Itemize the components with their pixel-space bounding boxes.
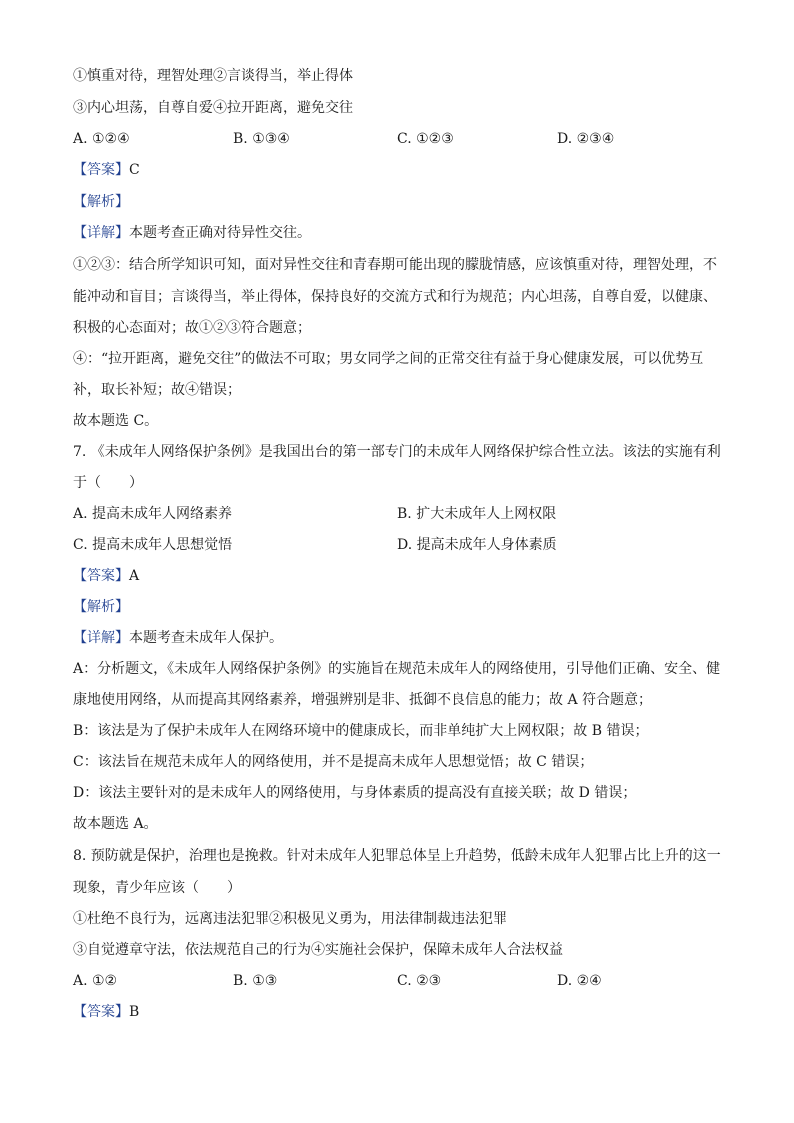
q7-conclusion: 故本题选 A。 (73, 816, 158, 832)
q8-option-c: C. ②③ (397, 973, 442, 989)
answer-value: A (129, 568, 140, 584)
detail-text: 本题考查未成年人保护。 (129, 630, 283, 646)
q7-answer (73, 566, 139, 586)
q7-explain-c: C：该法旨在规范未成年人的网络使用，并不是提高未成年人思想觉悟；故 C 错误； (73, 754, 594, 770)
answer-tag: 【答案】 (73, 568, 129, 584)
q6-para1-line-3: 积极的心态面对；故①②③符合题意； (73, 320, 311, 336)
q6-para2-line-1: ④：“拉开距离，避免交往”的做法不可取；男女同学之间的正常交往有益于身心健康发展，可以优势互 (73, 351, 704, 367)
q6-option-c: C. ①②③ (397, 131, 454, 147)
answer-tag: 【答案】 (73, 1004, 129, 1020)
q7-explain-a-line-2: 康地使用网络，从而提高其网络素养，增强辨别是非、抵御不良信息的能力；故 A 符合题意； (73, 692, 653, 708)
detail-tag: 【详解】 (73, 225, 129, 241)
answer-tag: 【答案】 (73, 162, 129, 178)
q6-para2-line-2: 补，取长补短；故④错误； (73, 382, 241, 398)
q7-explain-b: B：该法是为了保护未成年人在网络环境中的健康成长，而非单纯扩大上网权限；故 B 错误； (73, 723, 649, 739)
detail-tag: 【详解】 (73, 630, 129, 646)
q8-option-b: B. ①③ (233, 973, 278, 989)
q8-stem-line-1: 8. 预防就是保护，治理也是挽救。针对未成年人犯罪总体呈上升趋势，低龄未成年人犯罪占比上升的这一 (73, 848, 721, 864)
q8-statement-line-1: ①杜绝不良行为，远离违法犯罪②积极见义勇为，用法律制裁违法犯罪 (73, 911, 507, 927)
q6-answer (73, 160, 140, 180)
q6-option-d: D. ②③④ (557, 131, 615, 147)
q7-detail (73, 628, 283, 648)
q6-para1-line-1: ①②③：结合所学知识可知，面对异性交往和青春期可能出现的朦胧情感，应该慎重对待，理智处理，不 (73, 257, 717, 273)
answer-value: B (129, 1004, 140, 1020)
q7-explain-d: D：该法主要针对的是未成年人的网络使用，与身体素质的提高没有直接关联；故 D 错误； (73, 785, 637, 801)
answer-value: C (129, 162, 140, 178)
q7-explain-a-line-1: A：分析题文，《未成年人网络保护条例》的实施旨在规范未成年人的网络使用，引导他们正确、安全、健 (73, 661, 721, 677)
detail-text: 本题考查正确对待异性交往。 (129, 225, 311, 241)
q8-stem-line-2: 现象，青少年应该（ ） (73, 880, 241, 896)
q7-analysis-tag: 【解析】 (73, 599, 129, 615)
q6-statement-line-2: ③内心坦荡，自尊自爱④拉开距离，避免交往 (73, 100, 353, 116)
q8-option-d: D. ②④ (557, 973, 602, 989)
q6-analysis-tag: 【解析】 (73, 194, 129, 210)
q8-statement-line-2: ③自觉遵章守法，依法规范自己的行为④实施社会保护，保障未成年人合法权益 (73, 942, 563, 958)
q6-para1-line-2: 能冲动和盲目；言谈得当，举止得体，保持良好的交流方式和行为规范；内心坦荡，自尊自爱，以健康、 (73, 289, 717, 305)
q8-answer (73, 1002, 139, 1022)
q7-option-b: B. 扩大未成年人上网权限 (397, 506, 557, 522)
q6-conclusion: 故本题选 C。 (73, 413, 159, 429)
q7-option-a: A. 提高未成年人网络素养 (73, 506, 233, 522)
q7-stem-line-1: 7. 《未成年人网络保护条例》是我国出台的第一部专门的未成年人网络保护综合性立法。该法的实施有利 (73, 444, 721, 460)
q7-option-c: C. 提高未成年人思想觉悟 (73, 537, 233, 553)
q8-option-a: A. ①② (73, 973, 118, 989)
q6-detail (73, 223, 311, 243)
q6-option-a: A. ①②④ (73, 131, 130, 147)
q6-option-b: B. ①③④ (233, 131, 290, 147)
q7-option-d: D. 提高未成年人身体素质 (397, 537, 557, 553)
q7-stem-line-2: 于（ ） (73, 475, 143, 491)
q6-statement-line-1: ①慎重对待，理智处理②言谈得当，举止得体 (73, 68, 353, 84)
